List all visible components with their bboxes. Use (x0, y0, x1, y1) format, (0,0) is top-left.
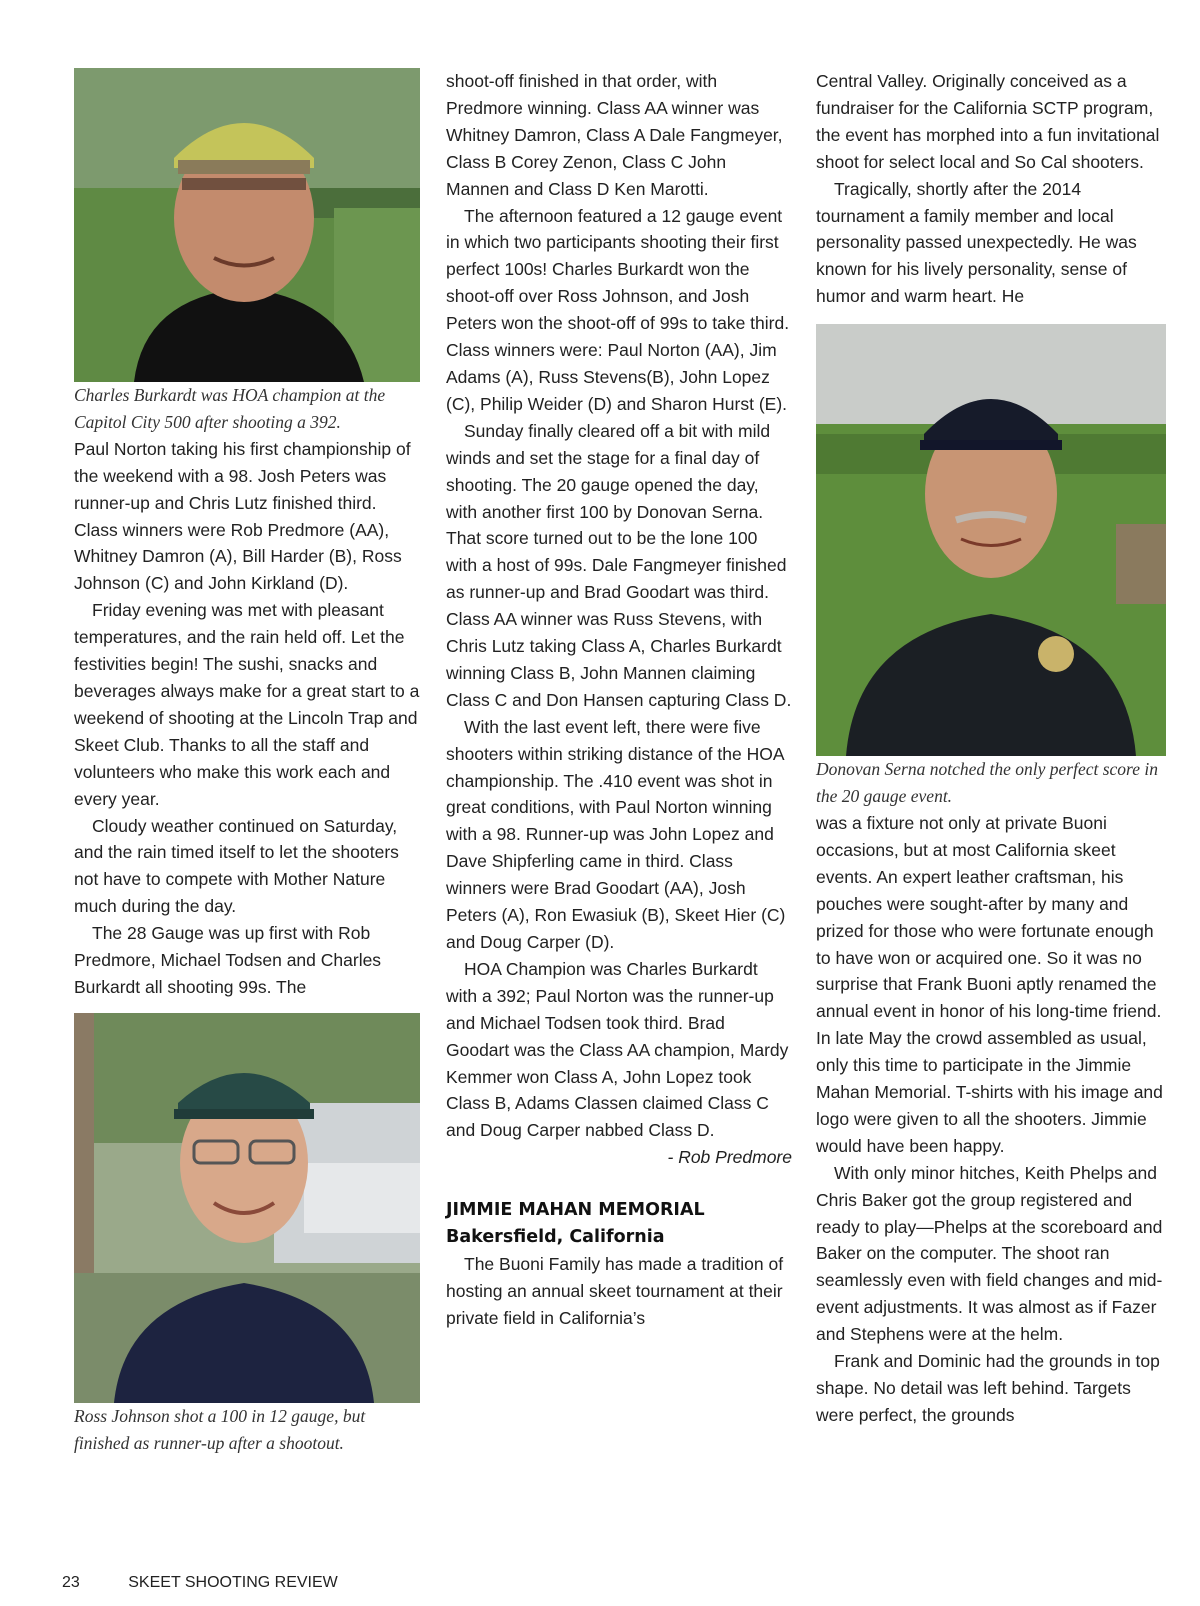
paragraph: The 28 Gauge was up first with Rob Predmore, Michael Todsen and Charles Burkardt all shooting 99s. The (74, 923, 382, 997)
byline: - Rob Predmore (667, 1147, 792, 1168)
photo-charles-burkardt (74, 68, 420, 382)
page-footer (62, 1574, 338, 1592)
paragraph: The Buoni Family has made a tradition of hosting an annual skeet tournament at their private field in California’s (446, 1253, 784, 1328)
paragraph: HOA Champion was Charles Burkardt with a 392; Paul Norton was the runner-up and Michael Todsen took third. Brad Goodart was the Class AA champion, Mardy Kemmer won Class A, John Lopez took Class B, Adams Classen claimed Class C and Doug Carper nabbed Class D. (446, 958, 789, 1141)
paragraph: Friday evening was met with pleasant temperatures, and the rain held off. Let the festivities begin! The sushi, snacks and beverages always make for a great start to a weekend of shooting at the Lincoln Trap and Skeet Club. Thanks to all the staff and volunteers who make this work each and every year. (74, 600, 420, 809)
paragraph: With only minor hitches, Keith Phelps and Chris Baker got the group registered and ready to play—Phelps at the scoreboard and Baker on the computer. The shoot ran seamlessly even with field changes and mid-event adjustments. It was almost as if Fazer and Stephens were at the helm. (816, 1162, 1163, 1345)
page-number: 23 (62, 1574, 80, 1591)
paragraph: Sunday finally cleared off a bit with mild winds and set the stage for a final day of shooting. The 20 gauge opened the day, with another first 100 by Donovan Serna. That score turned out to be the lone 100 with a host of 99s. Dale Fangmeyer finished as runner-up and Brad Goodart was third. Class AA winner was Russ Stevens, with Chris Lutz taking Class A, Charles Burkardt winning Class B, John Mannen claiming Class C and Don Hansen capturing Class D. (446, 420, 792, 710)
paragraph: Frank and Dominic had the grounds in top shape. No detail was left behind. Targets were perfect, the grounds (816, 1351, 1160, 1425)
photo-caption: Ross Johnson shot a 100 in 12 gauge, but finished as runner-up after a shootout. (74, 1405, 366, 1453)
paragraph: shoot-off finished in that order, with Predmore winning. Class AA winner was Whitney Damron, Class A Dale Fangmeyer, Class B Corey Zenon, Class C John Mannen and Class D Ken Marotti. (446, 71, 783, 199)
portrait-image (74, 68, 420, 382)
column-1 (74, 68, 420, 1457)
section-heading: JIMMIE MAHAN MEMORIAL (446, 1200, 705, 1221)
photo-caption: Charles Burkardt was HOA champion at the Capitol City 500 after shooting a 392. (74, 385, 386, 432)
paragraph: Cloudy weather continued on Saturday, and the rain timed itself to let the shooters not have to compete with Mother Nature much during the day. (74, 815, 399, 917)
column-3 (816, 68, 1166, 1429)
portrait-image (74, 1013, 420, 1403)
portrait-image (816, 324, 1166, 756)
paragraph: The afternoon featured a 12 gauge event in which two participants shooting their first perfect 100s! Charles Burkardt won the shoot-off over Ross Johnson, and Josh Peters won the shoot-off of 99s to take third. Class winners were: Paul Norton (AA), Jim Adams (A), Russ Stevens(B), John Lopez (C), Philip Weider (D) and Sharon Hurst (E). (446, 205, 790, 414)
paragraph: Paul Norton taking his first championship of the weekend with a 98. Josh Peters was runner-up and Chris Lutz finished third. Class winners were Rob Predmore (AA), Whitney Damron (A), Bill Harder (B), Ross Johnson (C) and John Kirkland (D). (74, 438, 411, 594)
column-2 (446, 68, 792, 1332)
photo-donovan-serna (816, 324, 1166, 756)
section-subheading: Bakersfield, California (446, 1227, 665, 1248)
paragraph: With the last event left, there were five shooters within striking distance of the HOA championship. The .410 event was shot in great conditions, with Paul Norton winning with a 98. Runner-up was John Lopez and Dave Shipferling came in third. Class winners were Brad Goodart (AA), Josh Peters (A), Ron Ewasiuk (B), Skeet Hier (C) and Doug Carper (D). (446, 716, 786, 952)
paragraph: was a fixture not only at private Buoni occasions, but at most California skeet events. An expert leather craftsman, his pouches were sought-after by many and prized for those who were fortunate enough to have won or acquired one. So it was no surprise that Frank Buoni aptly renamed the annual event in honor of his long-time friend. In late May the crowd assembled as usual, only this time to participate in the Jimmie Mahan Memorial. T-shirts with his image and logo were given to all the shooters. Jimmie would have been happy. (816, 812, 1163, 1156)
publication-name: SKEET SHOOTING REVIEW (128, 1574, 338, 1591)
photo-caption: Donovan Serna notched the only perfect score in the 20 gauge event. (816, 759, 1158, 807)
paragraph: Central Valley. Originally conceived as a fundraiser for the California SCTP program, the event has morphed into a fun invitational shoot for select local and So Cal shooters. (816, 71, 1160, 172)
photo-ross-johnson (74, 1013, 420, 1403)
paragraph: Tragically, shortly after the 2014 tournament a family member and local personality passed unexpectedly. He was known for his lively personality, sense of humor and warm heart. He (816, 178, 1137, 307)
